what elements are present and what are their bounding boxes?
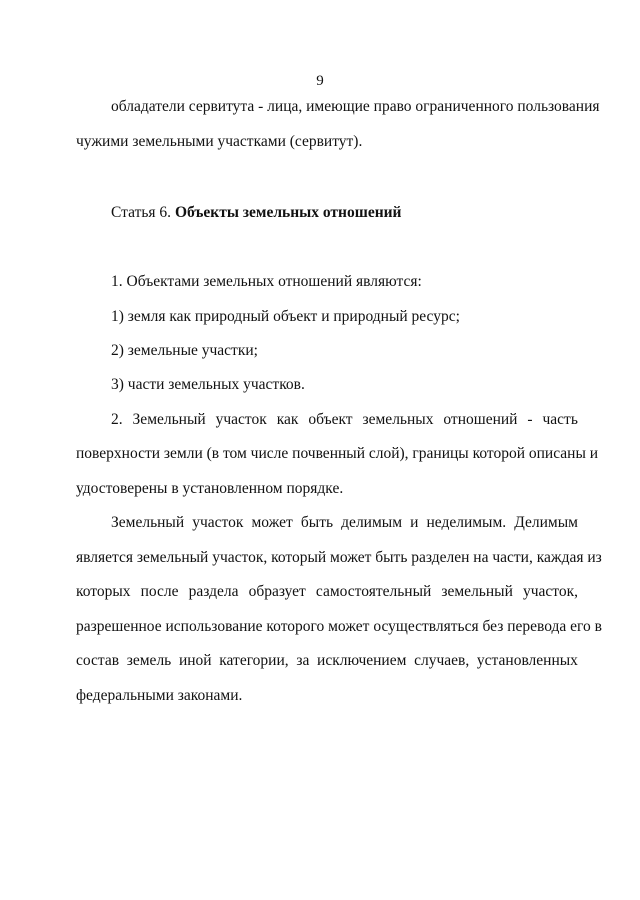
word: Делимым bbox=[514, 514, 578, 531]
para2-line-1 bbox=[111, 410, 578, 430]
word: и bbox=[410, 514, 419, 531]
word: как bbox=[276, 411, 299, 428]
word: часть bbox=[542, 411, 578, 428]
word: случаев, bbox=[414, 652, 470, 669]
word: самостоятельный bbox=[315, 583, 432, 600]
word: неделимым. bbox=[426, 514, 507, 531]
para3-line-6: федеральными законами. bbox=[76, 687, 243, 704]
para3-line-2: является земельный участок, который может быть разделен на части, каждая из bbox=[76, 549, 602, 566]
word: отношений bbox=[443, 411, 518, 428]
word: участок bbox=[192, 514, 244, 531]
list-heading: 1. Объектами земельных отношений являются: bbox=[111, 273, 422, 290]
para2-line-3: удостоверены в установленном порядке. bbox=[76, 480, 344, 497]
word: может bbox=[251, 514, 293, 531]
word: после bbox=[140, 583, 179, 600]
word: земель bbox=[126, 652, 172, 669]
para3-line-5 bbox=[76, 651, 578, 671]
word: раздела bbox=[188, 583, 239, 600]
word: категории, bbox=[219, 652, 289, 669]
list-item: 3) части земельных участков. bbox=[111, 376, 305, 393]
word: земельный bbox=[441, 583, 513, 600]
list-item: 1) земля как природный объект и природный ресурс; bbox=[111, 308, 460, 325]
word: установленных bbox=[476, 652, 578, 669]
word: Земельный bbox=[111, 514, 185, 531]
word: состав bbox=[76, 652, 120, 669]
word: исключением bbox=[317, 652, 407, 669]
para3-line-3 bbox=[76, 582, 578, 602]
word: которых bbox=[76, 583, 131, 600]
para2-line-2: поверхности земли (в том числе почвенный слой), границы которой описаны и bbox=[76, 445, 599, 462]
word: образует bbox=[248, 583, 306, 600]
para3-line-1 bbox=[111, 513, 578, 533]
word: - bbox=[527, 411, 533, 428]
word: Земельный bbox=[132, 411, 206, 428]
intro-line-1: обладатели сервитута - лица, имеющие право ограниченного пользования bbox=[111, 98, 600, 115]
word: за bbox=[296, 652, 310, 669]
article-title: Объекты земельных отношений bbox=[174, 204, 402, 221]
word: делимым bbox=[341, 514, 402, 531]
word: быть bbox=[300, 514, 334, 531]
article-heading bbox=[111, 203, 402, 223]
word: участок, bbox=[522, 583, 578, 600]
article-prefix: Статья 6. bbox=[111, 204, 172, 221]
word: иной bbox=[178, 652, 212, 669]
word: участок bbox=[215, 411, 267, 428]
word: 2. bbox=[111, 411, 123, 428]
list-item: 2) земельные участки; bbox=[111, 342, 258, 359]
intro-line-2: чужими земельными участками (сервитут). bbox=[76, 133, 363, 150]
para3-line-4: разрешенное использование которого может осуществляться без перевода его в bbox=[76, 618, 602, 635]
word: объект bbox=[308, 411, 353, 428]
word: земельных bbox=[362, 411, 434, 428]
page-number: 9 bbox=[316, 73, 324, 89]
